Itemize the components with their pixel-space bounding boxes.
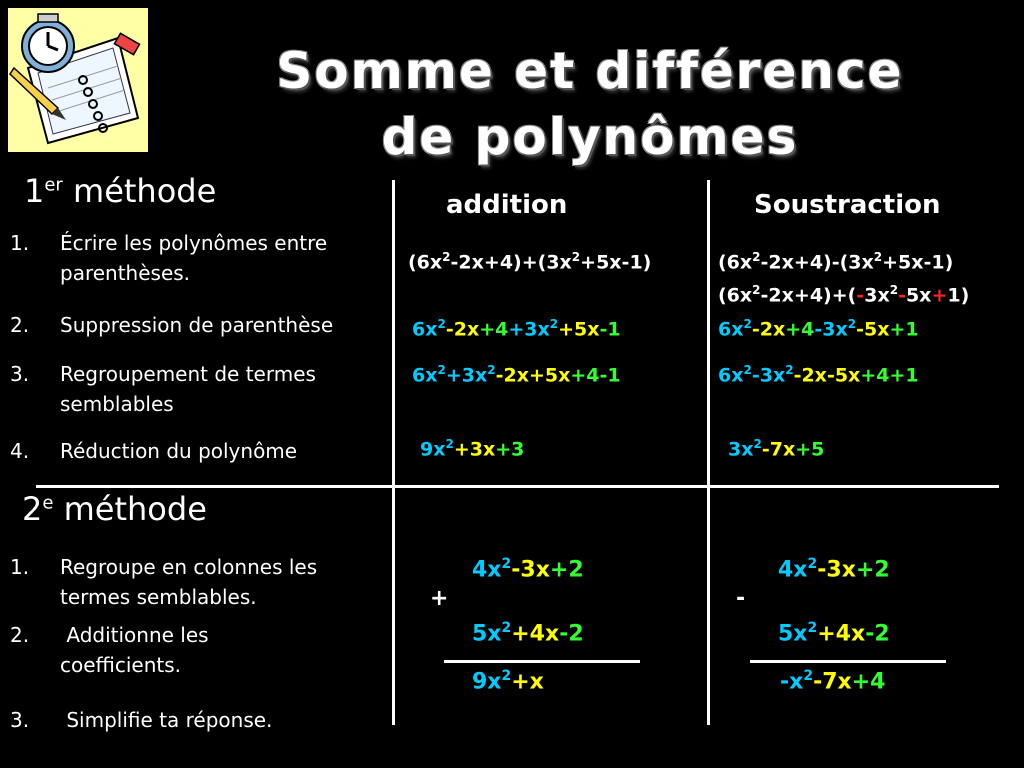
exponent: 2 (487, 363, 496, 377)
term: -3x (814, 318, 848, 341)
addition-column-top (472, 556, 584, 582)
step-text: Regroupe en colonnes les termes semblables. (60, 555, 324, 609)
term: +5 (795, 438, 825, 461)
addition-step1-expression (408, 250, 651, 273)
exponent: 2 (501, 556, 512, 572)
term: -7x (813, 669, 852, 695)
step-number: 1. (10, 231, 30, 255)
term: -3x (817, 557, 856, 583)
exponent: 2 (571, 250, 581, 264)
step-number: 4. (10, 439, 30, 463)
term: (6x (718, 284, 753, 307)
column-header-subtraction: Soustraction (754, 190, 941, 220)
term: +4+1 (860, 364, 919, 387)
term: +4 (785, 318, 815, 341)
term: - (856, 284, 865, 307)
term: -2x (751, 318, 786, 341)
step-text: Regroupement de termes semblables (60, 362, 316, 416)
addition-step3-expression (412, 363, 621, 386)
step-number: 3. (10, 362, 30, 386)
exponent: 2 (807, 620, 818, 636)
title-line2: de polynômes (381, 108, 799, 166)
addition-column-operator: + (430, 586, 449, 611)
step-text: Réduction du polynôme (60, 439, 298, 463)
term: 3x (728, 438, 754, 461)
subtraction-step3-expression (718, 363, 919, 386)
column-header-addition: addition (446, 190, 568, 220)
addition-column-bottom (472, 620, 584, 646)
term: -2x+5x (495, 364, 571, 387)
term: 5x (778, 621, 808, 647)
term: +4x (817, 621, 866, 647)
term: +2 (855, 557, 890, 583)
step-number: 2. (10, 623, 30, 647)
method2-label: méthode (63, 490, 207, 528)
term: -2 (559, 621, 584, 647)
term: +3x (508, 318, 550, 341)
term: +4 (479, 318, 509, 341)
term: -x (780, 669, 804, 695)
divider-horizontal (36, 485, 999, 488)
step-text: Simplifie ta réponse. (60, 708, 273, 732)
term: +3x (453, 438, 496, 461)
term: 5x (472, 621, 502, 647)
term: -2x (445, 318, 480, 341)
term: +2 (549, 557, 584, 583)
subtraction-step4-result (728, 437, 824, 460)
step2-2 (10, 620, 390, 682)
term: -2 (865, 621, 890, 647)
method1-number: 1 (24, 172, 45, 210)
term: 1) (947, 284, 970, 307)
subtraction-step2-expression (718, 317, 919, 340)
exponent: 2 (743, 317, 752, 331)
exponent: 2 (442, 250, 451, 264)
term: 9x (420, 438, 446, 461)
notebook-clock-clipart (8, 8, 148, 152)
term: 6x (412, 364, 438, 387)
step-number: 2. (10, 313, 30, 337)
addition-column-result (472, 668, 544, 694)
exponent: 2 (437, 363, 446, 377)
addition-step2-expression (412, 317, 621, 340)
exponent: 2 (873, 250, 883, 264)
term: +3 (495, 438, 525, 461)
step1-3 (10, 359, 390, 421)
term: -3x (511, 557, 550, 583)
subtraction-column-top (778, 556, 890, 582)
method2-number: 2 (22, 490, 43, 528)
term: -3x (751, 364, 786, 387)
step-text: Suppression de parenthèse (60, 313, 334, 337)
term: 6x (718, 318, 744, 341)
exponent: 2 (549, 317, 559, 331)
exponent: 2 (847, 317, 857, 331)
subtraction-column-result (780, 668, 885, 694)
subtraction-column-rule (750, 660, 946, 663)
divider-vertical-right (707, 180, 710, 725)
step-number: 3. (10, 708, 30, 732)
method1-heading (24, 172, 216, 210)
exponent: 2 (803, 668, 814, 684)
term: 6x (412, 318, 438, 341)
term: 3x (864, 284, 890, 307)
exponent: 2 (785, 363, 794, 377)
subtraction-step1-rewritten (718, 283, 969, 306)
term: -5x (856, 318, 890, 341)
term: -1 (599, 318, 621, 341)
term: +5x-1) (580, 251, 652, 274)
step2-3 (10, 705, 390, 737)
term: -2x+4)+( (760, 284, 857, 307)
step-text: Écrire les polynômes entre parenthèses. (60, 231, 328, 285)
term: +5x (558, 318, 600, 341)
term: -2x+4)+(3x (450, 251, 572, 274)
subtraction-step1-expression (718, 250, 953, 273)
exponent: 2 (753, 437, 762, 451)
exponent: 2 (501, 668, 512, 684)
term: +4 (851, 669, 886, 695)
term: +3x (445, 364, 488, 387)
addition-step4-result (420, 437, 524, 460)
term: 4x (778, 557, 808, 583)
term: +4x (511, 621, 560, 647)
exponent: 2 (501, 620, 512, 636)
term: 9x (472, 669, 502, 695)
exponent: 2 (889, 283, 899, 297)
step-number: 1. (10, 555, 30, 579)
term: + (931, 284, 948, 307)
method2-heading (22, 490, 207, 528)
term: 5x (905, 284, 932, 307)
exponent: 2 (437, 317, 446, 331)
term: - (898, 284, 906, 307)
term: +1 (889, 318, 919, 341)
addition-column-rule (444, 660, 640, 663)
term: +4-1 (570, 364, 621, 387)
method2-sup: e (42, 492, 54, 514)
step-text: Additionne les coefficients. (60, 623, 215, 677)
term: +x (511, 669, 544, 695)
term: -2x-5x (793, 364, 861, 387)
notebook-clock-icon (8, 8, 148, 152)
term: -7x (761, 438, 796, 461)
subtraction-column-bottom (778, 620, 890, 646)
method1-sup: er (44, 174, 63, 196)
step1-4 (10, 436, 390, 468)
term: 4x (472, 557, 502, 583)
title-line1: Somme et différence (276, 42, 904, 100)
divider-vertical-left (392, 180, 395, 725)
exponent: 2 (807, 556, 818, 572)
subtraction-column-operator: - (736, 586, 746, 611)
method1-label: méthode (73, 172, 217, 210)
term: 6x (718, 364, 744, 387)
exponent: 2 (445, 437, 454, 451)
term: (6x (718, 251, 753, 274)
exponent: 2 (743, 363, 752, 377)
term: (6x (408, 251, 443, 274)
exponent: 2 (752, 283, 761, 297)
step1-1 (10, 228, 390, 290)
term: +5x-1) (882, 251, 954, 274)
exponent: 2 (752, 250, 761, 264)
step2-1 (10, 552, 390, 614)
step1-2 (10, 310, 390, 342)
term: -2x+4)-(3x (760, 251, 874, 274)
